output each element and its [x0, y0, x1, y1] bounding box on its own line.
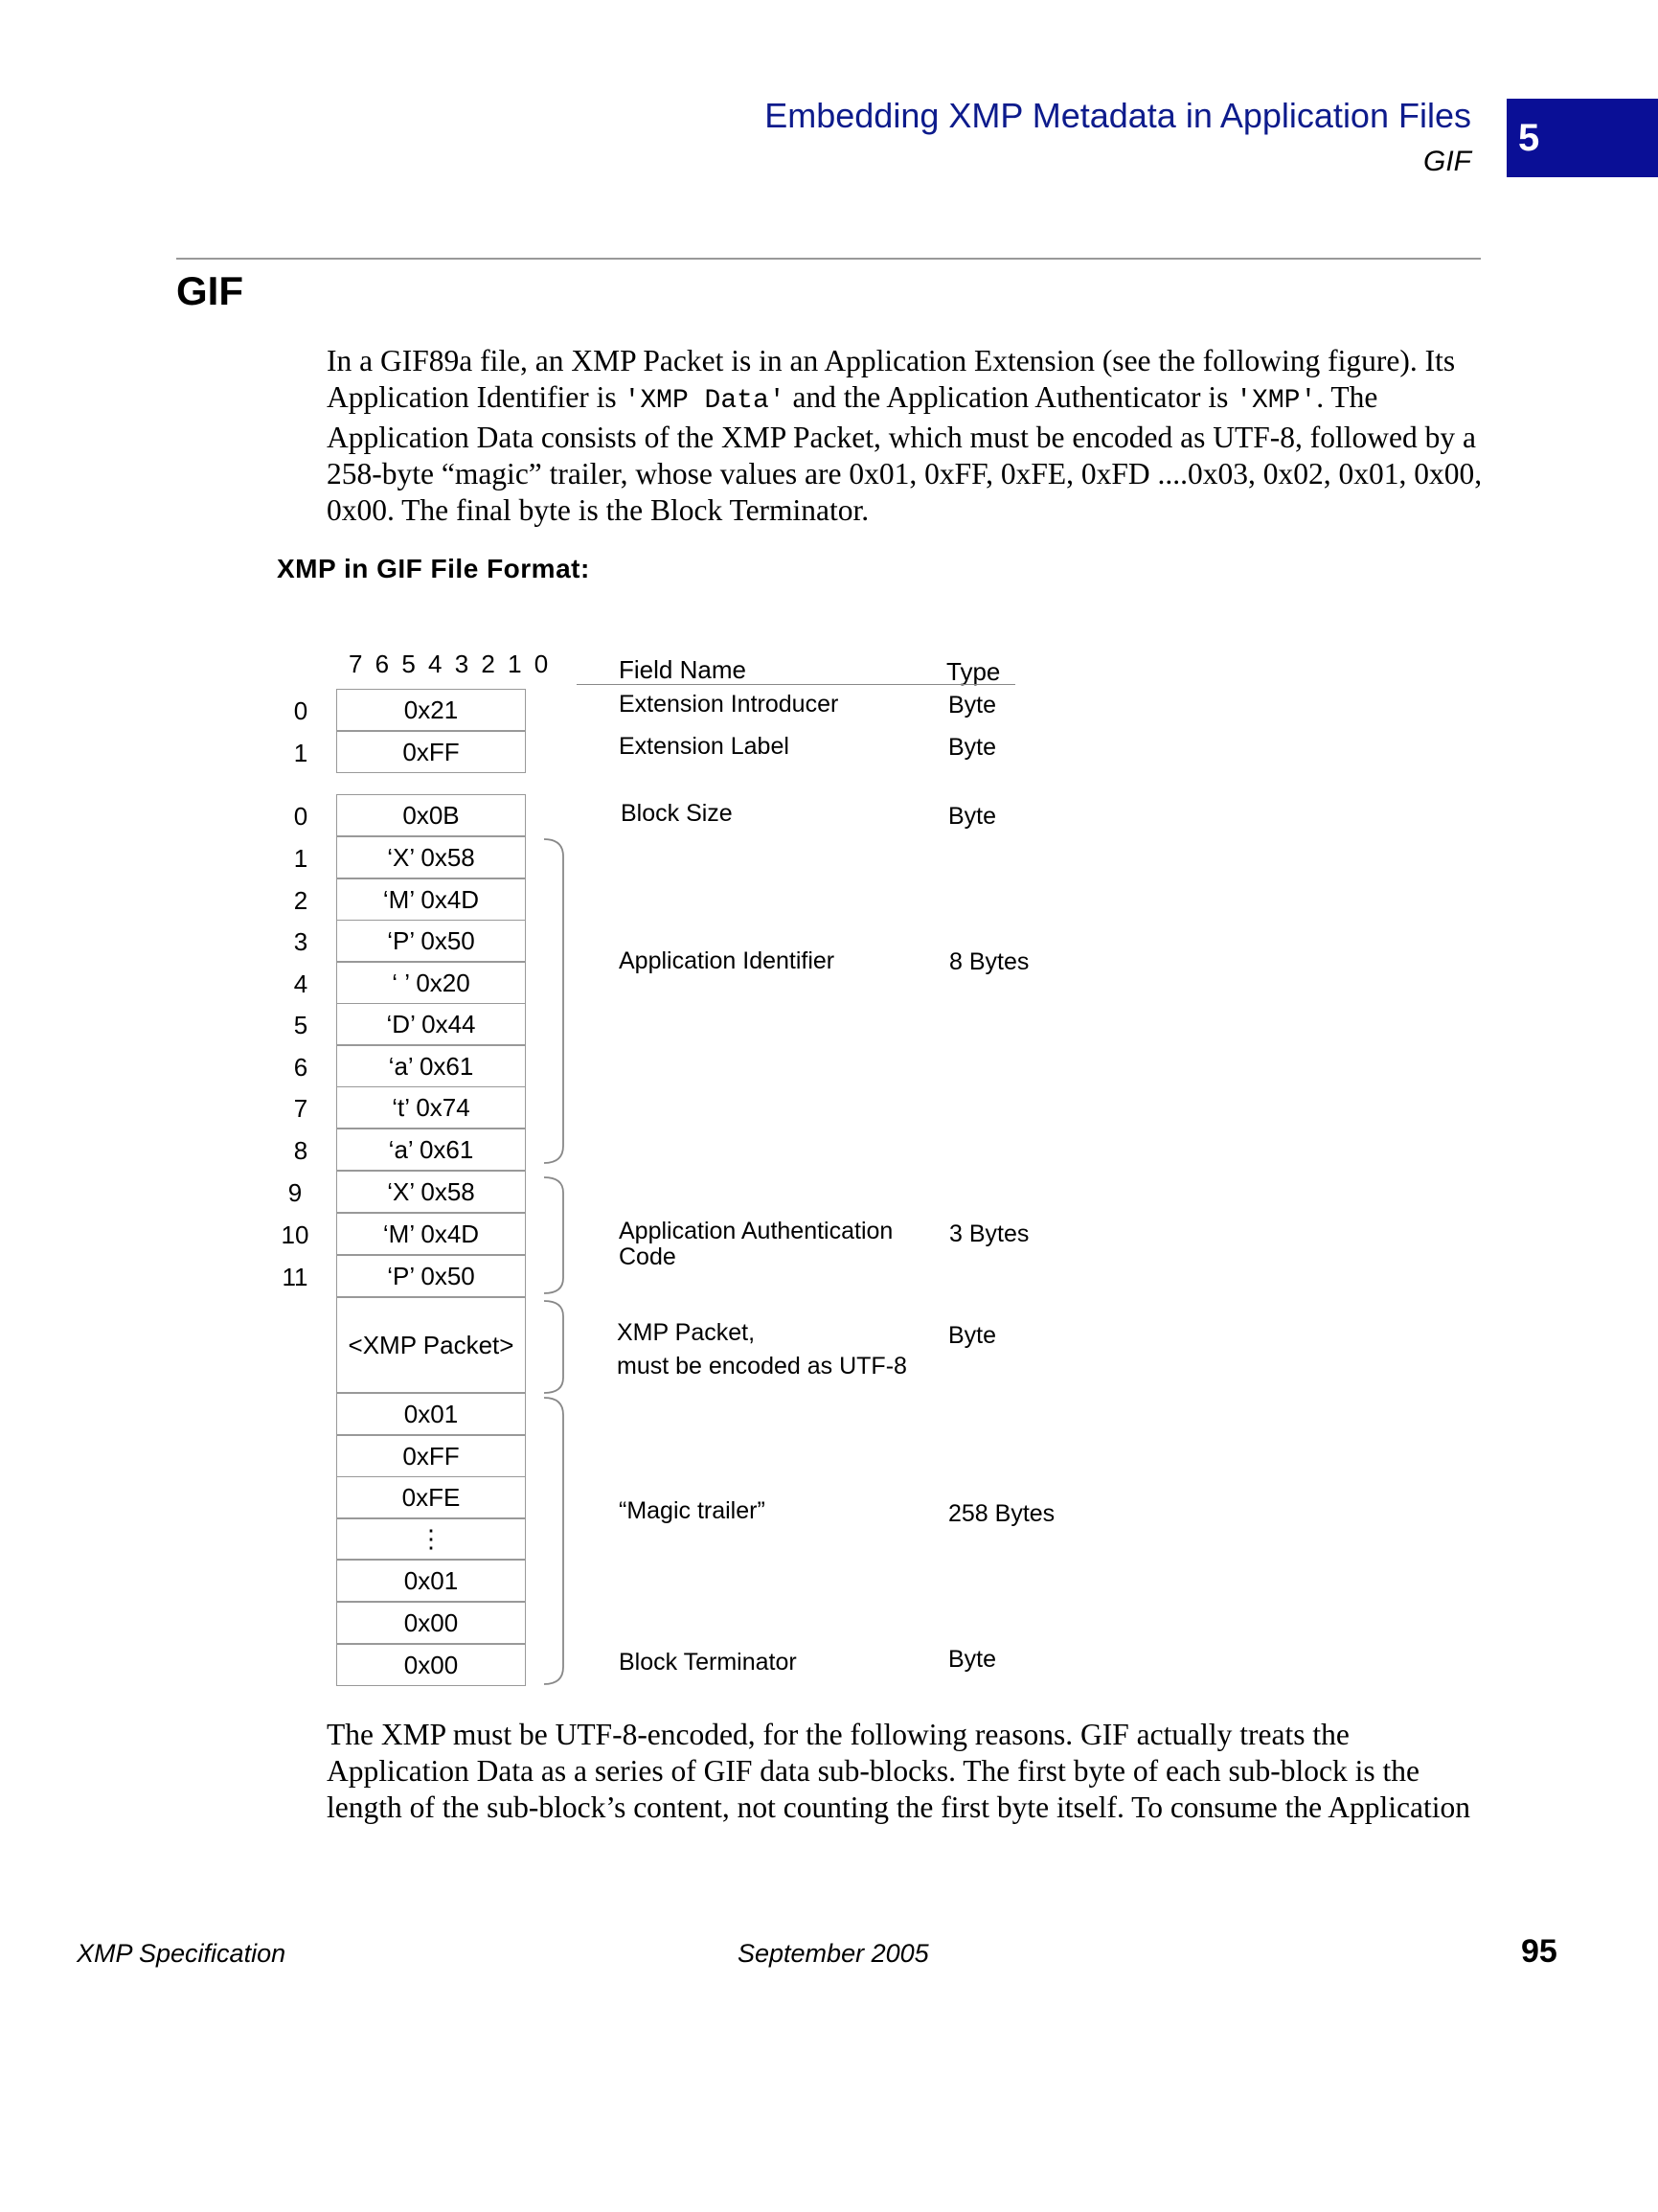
type-header: Type [946, 657, 1001, 686]
byte-cell: 0x00 [336, 1602, 526, 1644]
app-identifier-code: 'XMP Data' [624, 386, 785, 416]
section-title: GIF [176, 268, 243, 313]
byte-cell: 0x0B [336, 794, 526, 836]
running-header-section: GIF [1423, 146, 1471, 177]
byte-cell: ⋮ [336, 1518, 526, 1560]
byte-offset: 0 [293, 696, 308, 725]
byte-cell: ‘X’ 0x58 [336, 836, 526, 878]
field-name-line: Extension Introducer [619, 691, 839, 718]
byte-cell: ‘M’ 0x4D [336, 878, 526, 921]
intro-text-1: In a GIF89a file, an XMP Packet is in an Application Extension (see the following figure). Its Application Identifier is [327, 344, 1456, 414]
chapter-number-tab: 5 [1507, 99, 1658, 177]
intro-text-2: and the Application Authenticator is [784, 380, 1237, 414]
byte-cell: ‘ ’ 0x20 [336, 962, 526, 1004]
closing-paragraph: The XMP must be UTF-8-encoded, for the following reasons. GIF actually treats the Application Data as a series of GIF data sub-blocks. The first byte of each sub-block is the length of the sub-block’s content, not counting the first byte itself. To consume the Application [327, 1718, 1471, 1824]
field-type: Byte [948, 803, 997, 830]
byte-cell: 0xFF [336, 731, 526, 773]
byte-offset: 8 [293, 1136, 308, 1165]
byte-cell: ‘M’ 0x4D [336, 1213, 526, 1255]
bracket-auth-code [544, 1177, 563, 1293]
byte-offset: 9 [287, 1178, 303, 1207]
bracket-xmp-packet [544, 1301, 563, 1393]
byte-cell: 0x01 [336, 1560, 526, 1602]
byte-offset: 5 [293, 1011, 308, 1039]
field-name-line: Application Identifier [619, 947, 835, 974]
field-name-line: Block Terminator [619, 1649, 797, 1676]
intro-text-3: . The Application Data consists of the XMP Packet, which must be encoded as UTF-8, followed by a 258-byte “magic” trailer, whose values are 0x01, 0xFF, 0xFE, 0xFD ....0x03, 0x02, 0x01, 0x00, 0x00. The final byte is the Block Terminator. [327, 380, 1483, 527]
field-name-line: must be encoded as UTF-8 [617, 1353, 907, 1380]
byte-cell: ‘D’ 0x44 [336, 1003, 526, 1045]
byte-offset: 4 [293, 969, 308, 998]
running-header-title: Embedding XMP Metadata in Application Files [764, 96, 1471, 135]
byte-offset: 10 [281, 1220, 309, 1249]
byte-offset: 6 [293, 1053, 308, 1082]
byte-offset: 2 [293, 886, 308, 915]
page-number: 95 [1521, 1933, 1557, 1970]
footer-doc-title: XMP Specification [77, 1939, 286, 1968]
byte-cell: ‘a’ 0x61 [336, 1045, 526, 1087]
field-name-line: Application Authentication Code [619, 1218, 894, 1270]
field-name-header: Field Name [619, 655, 746, 684]
bit-order-header: 7 6 5 4 3 2 1 0 [349, 650, 552, 678]
byte-cell: ‘P’ 0x50 [336, 920, 526, 962]
field-type: Byte [948, 1322, 997, 1349]
byte-offset: 11 [282, 1263, 308, 1291]
byte-cell: <XMP Packet> [336, 1297, 526, 1393]
figure-caption: XMP in GIF File Format: [277, 554, 590, 583]
byte-cell: ‘X’ 0x58 [336, 1171, 526, 1213]
field-type: Byte [948, 692, 997, 718]
field-type: Byte [948, 1646, 997, 1673]
field-type: 8 Bytes [949, 948, 1030, 975]
field-name-line: XMP Packet, [617, 1319, 756, 1346]
byte-offset: 1 [293, 739, 308, 767]
field-type: 258 Bytes [948, 1500, 1056, 1527]
byte-cell: 0xFF [336, 1435, 526, 1477]
byte-offset: 1 [293, 844, 308, 873]
footer-date: September 2005 [738, 1939, 929, 1968]
byte-cell: ‘P’ 0x50 [336, 1255, 526, 1297]
field-name-line: Extension Label [619, 733, 789, 760]
byte-offset: 0 [293, 802, 308, 831]
byte-cell: 0x01 [336, 1393, 526, 1435]
byte-offset: 7 [293, 1094, 308, 1123]
bracket-app-identifier [544, 839, 563, 1163]
field-type: 3 Bytes [949, 1220, 1030, 1247]
field-name-line: Block Size [621, 800, 733, 827]
byte-cell: ‘t’ 0x74 [336, 1086, 526, 1129]
app-authenticator-code: 'XMP' [1236, 386, 1317, 416]
byte-cell: 0x21 [336, 689, 526, 731]
field-type: Byte [948, 734, 997, 761]
byte-offset: 3 [293, 927, 308, 956]
byte-cell: 0xFE [336, 1476, 526, 1518]
field-name-line: “Magic trailer” [619, 1497, 765, 1524]
byte-cell: 0x00 [336, 1644, 526, 1686]
byte-cell: ‘a’ 0x61 [336, 1129, 526, 1171]
bracket-magic-trailer [544, 1398, 563, 1684]
